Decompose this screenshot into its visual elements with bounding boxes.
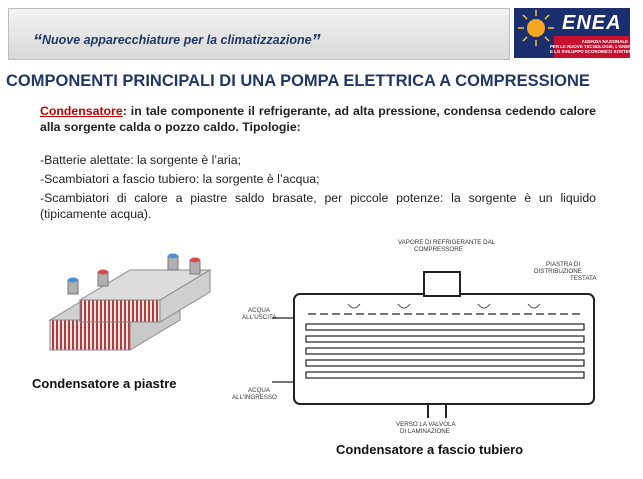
header-title-text: Nuove apparecchiature per la climatizzazione — [42, 33, 312, 47]
definition-text: : in tale componente il refrigerante, ad alta pressione, condensa cedendo calore alla sorgente calda o pozzo caldo. Tipologie: — [40, 104, 596, 134]
diagram-label-valve: VERSO LA VALVOLA — [396, 421, 456, 428]
diagram-label-valve2: DI LAMINAZIONE — [400, 428, 450, 435]
diagram-label-head: TESTATA — [570, 275, 597, 282]
logo-line-2: PER LE NUOVE TECNOLOGIE, L'ENERGIA — [550, 44, 640, 49]
list-item: -Batterie alettate: la sorgente è l’aria; — [40, 153, 241, 167]
diagram-label-water-in2: ALL'INGRESSO — [232, 394, 277, 401]
logo-line-1: AGENZIA NAZIONALE — [581, 39, 628, 44]
logo-word: ENEA — [562, 12, 622, 34]
logo-line-3: E LO SVILUPPO ECONOMICO SOSTENIBILE — [550, 49, 643, 54]
plate-condenser-illustration — [40, 250, 220, 360]
diagram-label-vapor2: COMPRESSORE — [414, 246, 463, 253]
definition-paragraph — [40, 103, 596, 135]
flow-arrow-icon — [348, 304, 540, 308]
diagram-label-plate2: DISTRIBUZIONE — [534, 268, 582, 275]
diagram-label-plate: PIASTRA DI — [546, 261, 581, 268]
diagram-label-water-out2: ALL'USCITA — [242, 314, 277, 321]
page-title: COMPONENTI PRINCIPALI DI UNA POMPA ELETTRICA A COMPRESSIONE — [6, 72, 590, 90]
shell-tube-condenser-diagram — [228, 232, 608, 442]
list-item: -Scambiatori a fascio tubiero: la sorgente è l’acqua; — [40, 172, 320, 186]
header-open-quote: “ — [33, 31, 42, 51]
enea-logo — [514, 8, 643, 58]
header-close-quote: ” — [311, 31, 321, 51]
term-condensatore: Condensatore — [40, 104, 123, 118]
header-bar — [8, 8, 510, 60]
header-title — [33, 31, 321, 52]
diagram-label-water-out: ACQUA — [248, 307, 271, 314]
list-item: -Scambiatori di calore a piastre saldo brasate, per piccole potenze: la sorgente è un liquido (tipicamente acqua). — [40, 191, 596, 221]
diagram-label-vapor: VAPORE DI REFRIGERANTE DAL — [398, 239, 496, 246]
diagram-label-water-in: ACQUA — [248, 387, 271, 394]
tube-condenser-caption: Condensatore a fascio tubiero — [336, 442, 524, 457]
plate-condenser-caption: Condensatore a piastre — [32, 376, 177, 391]
